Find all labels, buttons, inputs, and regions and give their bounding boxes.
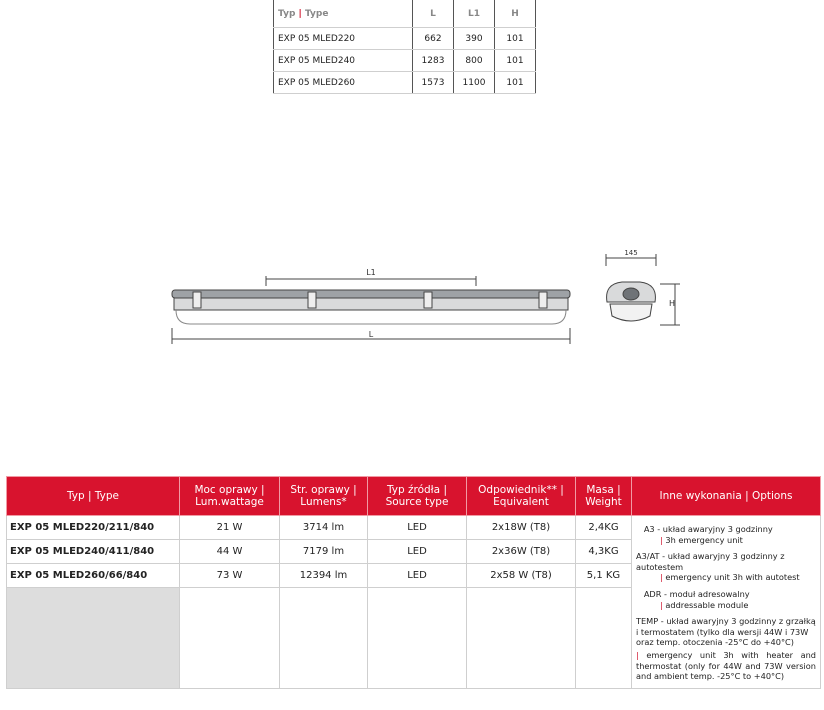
- header-type: Typ | Type: [7, 477, 180, 516]
- header-options: Inne wykonania | Options: [632, 477, 821, 516]
- spec-row-type: EXP 05 MLED260/66/840: [7, 564, 180, 588]
- option-en: addressable module: [665, 599, 749, 610]
- header-lumens-en: Lumens*: [300, 496, 347, 508]
- dimensions-header-type: [274, 0, 413, 28]
- spec-row-source: LED: [368, 540, 467, 564]
- dimensions-row-l1: 800: [454, 50, 495, 72]
- header-equivalent-pl: Odpowiednik** |: [478, 484, 564, 496]
- spec-row-equivalent: 2x18W (T8): [467, 516, 576, 540]
- spec-header-row: [7, 477, 821, 516]
- option-code: A3: [643, 524, 655, 534]
- header-source-pl: Typ źródła |: [387, 484, 447, 496]
- header-lumens: [280, 477, 368, 516]
- option-en-line: [636, 650, 816, 682]
- dimensions-row: [274, 50, 536, 72]
- header-equivalent: [467, 477, 576, 516]
- label-h: H: [668, 299, 676, 308]
- option-pl: - układ awaryjny 3 godzinny: [657, 524, 773, 534]
- dimensions-row-l1: 1100: [454, 72, 495, 94]
- option-adr: [636, 589, 816, 600]
- spec-row-type: EXP 05 MLED240/411/840: [7, 540, 180, 564]
- spec-row-equivalent: 2x36W (T8): [467, 540, 576, 564]
- label-l1: L1: [366, 268, 376, 277]
- header-weight-pl: Masa |: [586, 484, 621, 496]
- header-equivalent-en: Equivalent: [493, 496, 549, 508]
- option-en: emergency unit 3h with autotest: [665, 572, 800, 583]
- separator: |: [298, 8, 302, 19]
- header-wattage-pl: Moc oprawy |: [194, 484, 265, 496]
- option-en-line: [636, 600, 816, 611]
- separator: |: [660, 534, 663, 545]
- dimensions-row-type: EXP 05 MLED260: [274, 72, 413, 94]
- option-en-line: [636, 535, 816, 546]
- option-pl: - układ awaryjny 3 godzinny z grzałką i termostatem (tylko dla wersji 44W i 73W oraz temp. otoczenia -25°C do +40°C): [636, 616, 816, 648]
- filler-cell: [467, 588, 576, 689]
- spec-row-wattage: 21 W: [180, 516, 280, 540]
- option-a3: [636, 524, 773, 534]
- option-code: ADR: [643, 588, 662, 599]
- dimensions-row: [274, 72, 536, 94]
- dimensions-row-l: 1573: [413, 72, 454, 94]
- dimensions-header-h: H: [495, 0, 536, 28]
- dimensions-row: [274, 28, 536, 50]
- label-width: 145: [624, 249, 638, 257]
- header-wattage-en: Lum.wattage: [195, 496, 264, 508]
- dimensions-row-type: EXP 05 MLED220: [274, 28, 413, 50]
- option-pl: - układ awaryjny 3 godzinny z autotestem: [636, 551, 785, 572]
- option-pl: - moduł adresowalny: [664, 588, 750, 599]
- option-en-line: [636, 572, 816, 583]
- dimensions-row-h: 101: [495, 50, 536, 72]
- header-weight-en: Weight: [585, 496, 622, 508]
- option-en: 3h emergency unit: [665, 534, 743, 545]
- separator: |: [636, 649, 639, 660]
- spec-row-weight: 5,1 KG: [576, 564, 632, 588]
- dimensions-table: [273, 0, 536, 94]
- filler-cell: [7, 588, 180, 689]
- dimensions-row-l: 1283: [413, 50, 454, 72]
- specification-table: [6, 476, 821, 689]
- filler-cell: [576, 588, 632, 689]
- separator: |: [660, 572, 663, 583]
- spec-row-weight: 2,4KG: [576, 516, 632, 540]
- spec-row-source: LED: [368, 564, 467, 588]
- dimensions-row-l: 662: [413, 28, 454, 50]
- option-en: emergency unit 3h with heater and thermostat (only for 44W and 73W version and ambient temp. -25°C to +40°C): [636, 649, 817, 682]
- label-l: L: [368, 330, 374, 339]
- filler-cell: [368, 588, 467, 689]
- filler-cell: [180, 588, 280, 689]
- spec-row-source: LED: [368, 516, 467, 540]
- option-temp: [636, 616, 816, 648]
- header-type: Type: [304, 8, 329, 19]
- header-wattage: [180, 477, 280, 516]
- spec-row: [7, 516, 821, 540]
- spec-row-equivalent: 2x58 W (T8): [467, 564, 576, 588]
- options-cell: [632, 516, 821, 689]
- header-typ: Typ: [278, 8, 296, 19]
- spec-row-wattage: 73 W: [180, 564, 280, 588]
- dimensions-header-l1: L1: [454, 0, 495, 28]
- option-code: A3/AT: [636, 551, 660, 562]
- header-source: [368, 477, 467, 516]
- header-source-en: Source type: [385, 496, 449, 508]
- spec-row-weight: 4,3KG: [576, 540, 632, 564]
- option-code: TEMP: [636, 616, 659, 627]
- dimensions-row-h: 101: [495, 28, 536, 50]
- dimensions-row-l1: 390: [454, 28, 495, 50]
- dimensions-row-h: 101: [495, 72, 536, 94]
- spec-row-wattage: 44 W: [180, 540, 280, 564]
- technical-drawing: [0, 240, 824, 350]
- separator: |: [660, 599, 663, 610]
- spec-row-lumens: 7179 lm: [280, 540, 368, 564]
- spec-row-type: EXP 05 MLED220/211/840: [7, 516, 180, 540]
- dimensions-row-type: EXP 05 MLED240: [274, 50, 413, 72]
- option-a3at: [636, 551, 816, 572]
- dimensions-header-l: L: [413, 0, 454, 28]
- spec-row-lumens: 12394 lm: [280, 564, 368, 588]
- filler-cell: [280, 588, 368, 689]
- header-weight: [576, 477, 632, 516]
- header-lumens-pl: Str. oprawy |: [290, 484, 357, 496]
- luminaire-end-view: [606, 254, 680, 325]
- spec-row-lumens: 3714 lm: [280, 516, 368, 540]
- dimensions-header-row: [274, 0, 536, 28]
